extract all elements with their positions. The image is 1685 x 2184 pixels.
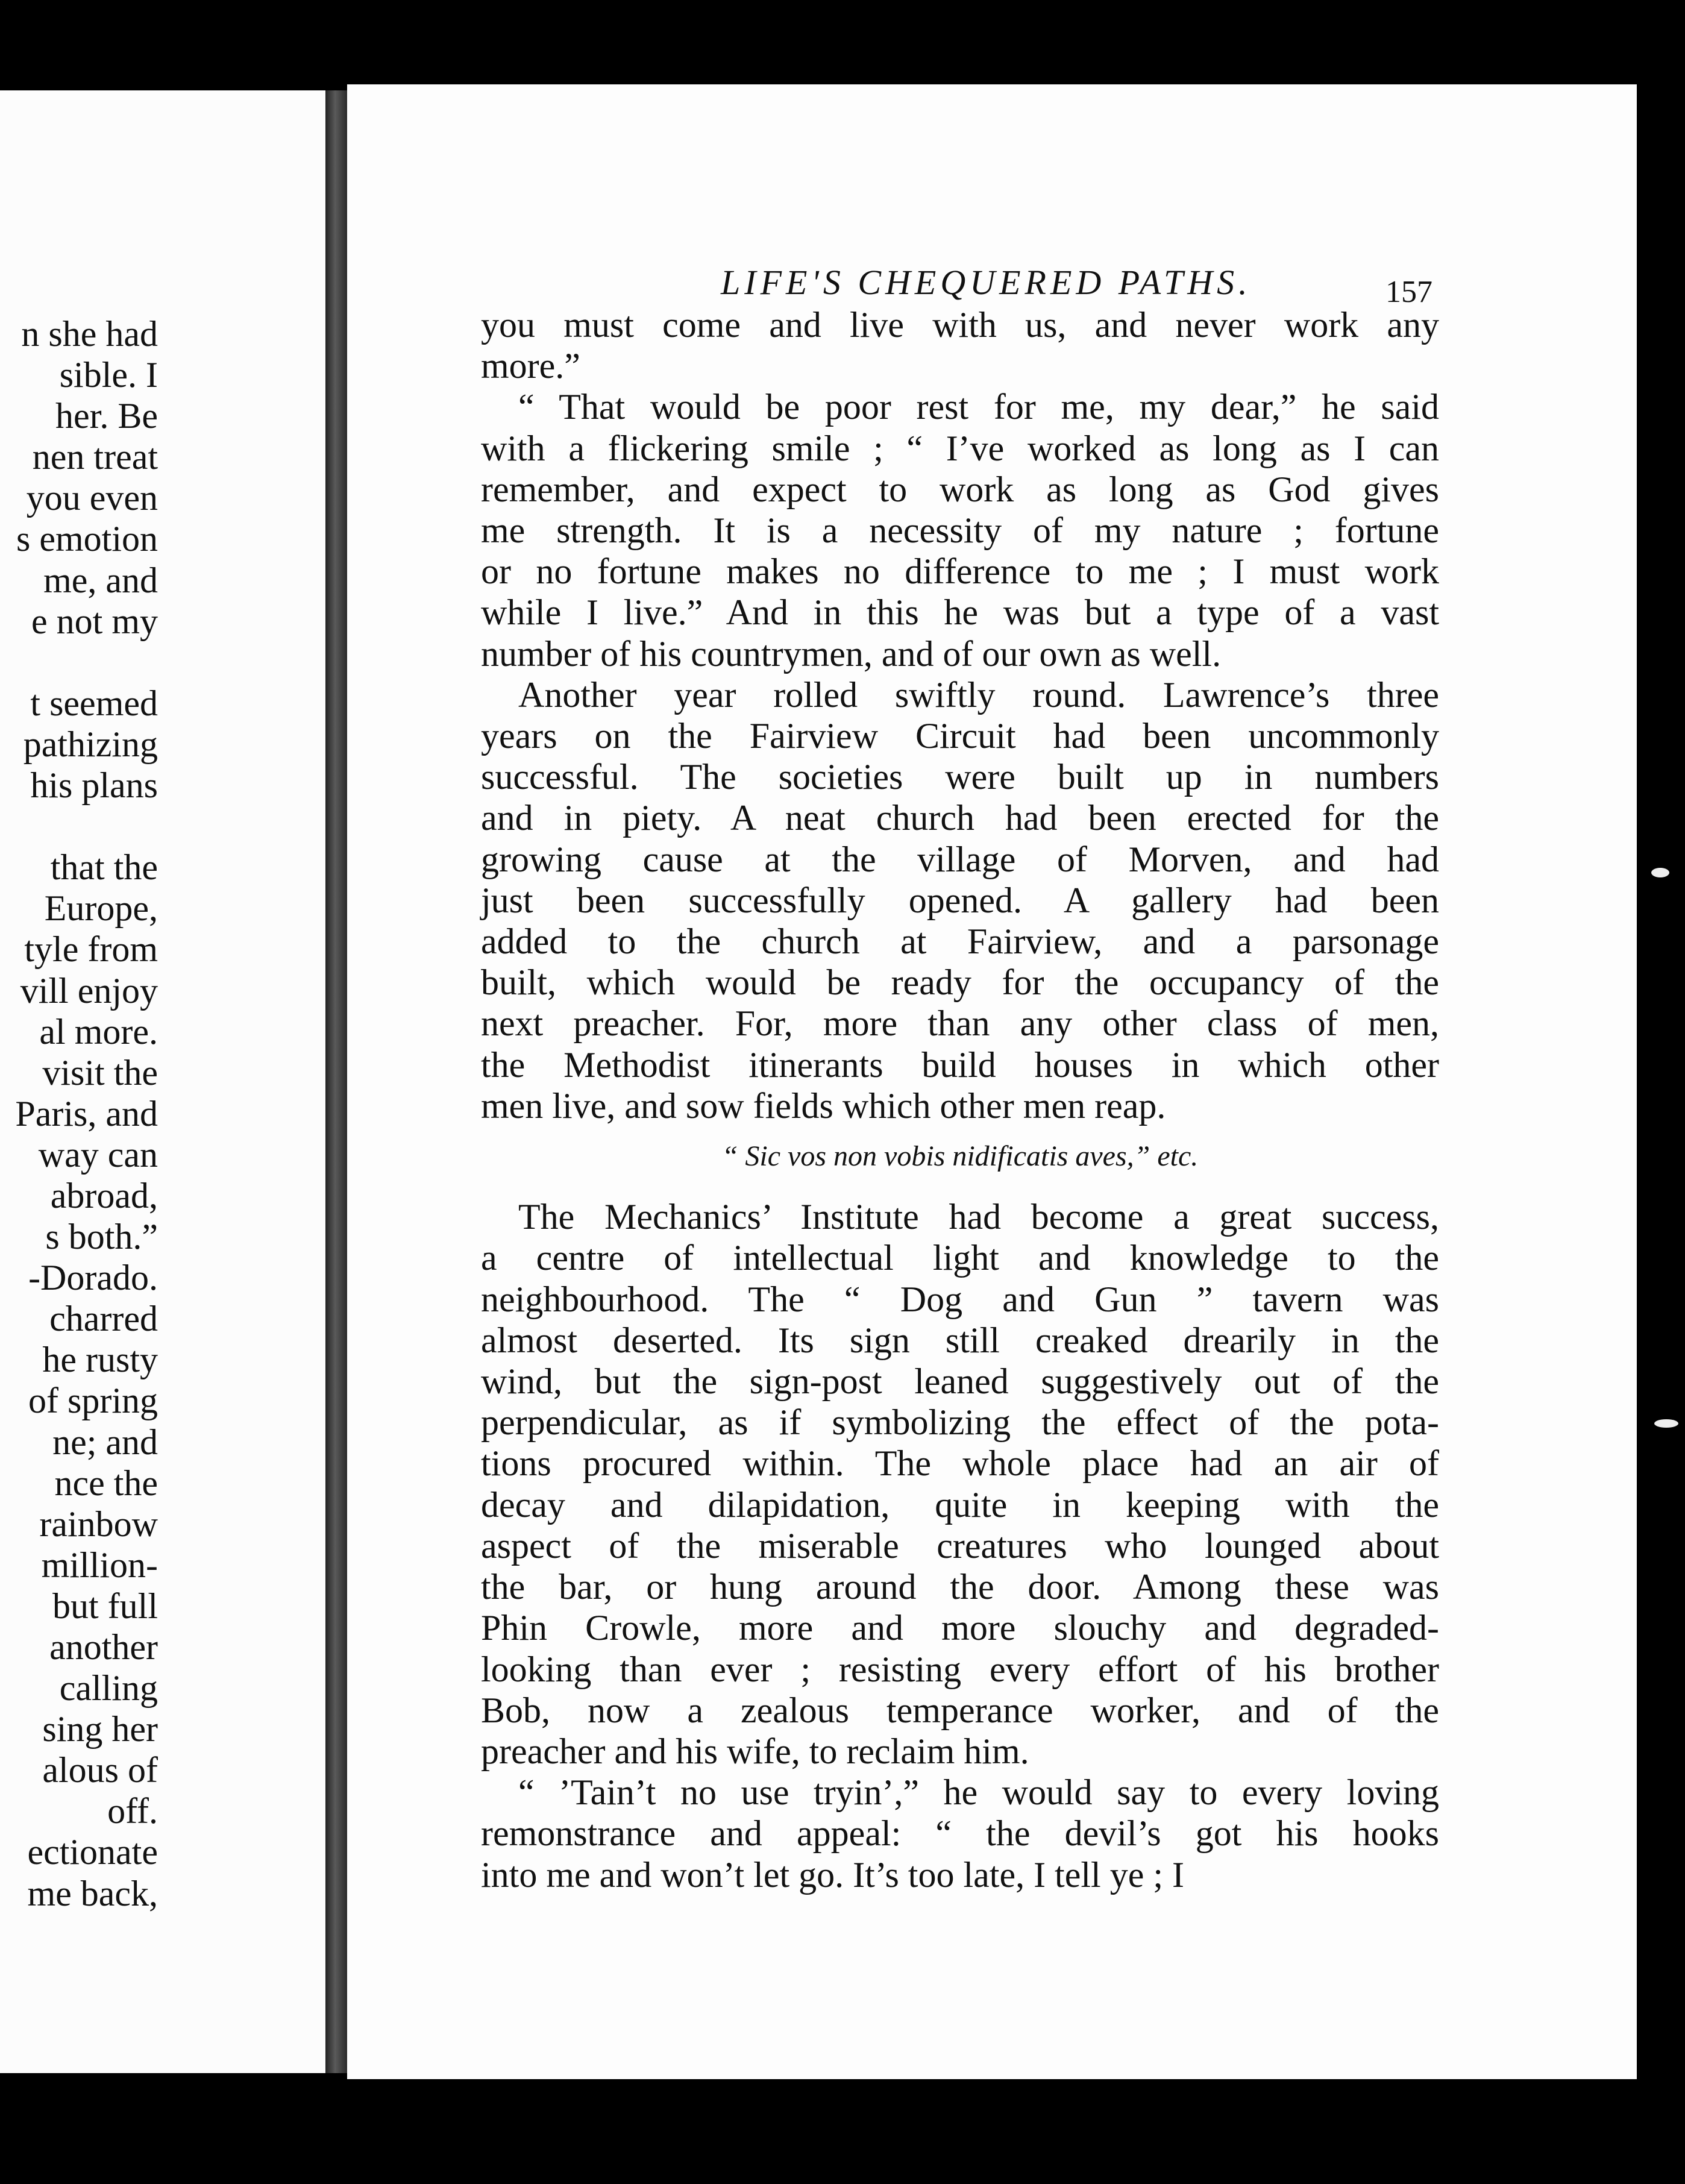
left-page-text-fragments — [0, 313, 158, 1914]
left-page-line: calling — [59, 1668, 158, 1709]
left-page-line: her. Be — [55, 396, 158, 436]
left-page-line: me back, — [27, 1873, 158, 1913]
epigraph: “ Sic vos non vobis nidificatis aves,” etc. — [721, 1140, 1199, 1173]
left-page-line: he rusty — [42, 1340, 158, 1380]
left-page-line: another — [49, 1627, 158, 1667]
text-line: decay and dilapidation, quite in keeping with the — [481, 1484, 1439, 1525]
left-page-line: off. — [107, 1791, 158, 1831]
left-page-line: tyle from — [24, 929, 158, 970]
left-page-line: vill enjoy — [20, 970, 158, 1011]
left-page-line — [0, 806, 158, 847]
paragraph — [481, 386, 1439, 674]
text-line: built, which would be ready for the occupancy of the — [481, 962, 1439, 1003]
text-line: remonstrance and appeal: “ the devil’s got his hooks — [481, 1813, 1439, 1854]
left-page-line: ne; and — [52, 1422, 158, 1462]
text-line: the bar, or hung around the door. Among these was — [481, 1567, 1439, 1607]
page-number: 157 — [1385, 275, 1432, 309]
left-page-line: n she had — [21, 314, 158, 354]
left-page-line: ectionate — [27, 1832, 158, 1872]
text-line: more.” — [481, 346, 580, 386]
left-page-line: nce the — [54, 1463, 158, 1503]
left-page-line: but full — [52, 1586, 158, 1626]
left-page-line: al more. — [39, 1011, 158, 1052]
left-page-line: charred — [49, 1299, 158, 1339]
text-line: the Methodist itinerants build houses in which other — [481, 1044, 1439, 1085]
paragraph — [481, 1772, 1439, 1895]
text-line: years on the Fairview Circuit had been uncommonly — [481, 716, 1439, 756]
text-line: added to the church at Fairview, and a parsonage — [481, 921, 1439, 962]
paragraph — [481, 304, 1439, 386]
text-line: successful. The societies were built up in numbers — [481, 757, 1439, 797]
left-page-line: rainbow — [39, 1504, 158, 1544]
left-page — [0, 90, 325, 2073]
paragraph — [481, 674, 1439, 1126]
text-line: me strength. It is a necessity of my nature ; fortune — [481, 510, 1439, 551]
text-line: perpendicular, as if symbolizing the effect of the pota- — [481, 1402, 1439, 1443]
text-line: number of his countrymen, and of our own as well. — [481, 633, 1222, 674]
text-line: growing cause at the village of Morven, and had — [481, 839, 1439, 879]
text-line: “ That would be poor rest for me, my dear,” he said — [518, 387, 1439, 427]
text-line: neighbourhood. The “ Dog and Gun ” tavern was — [481, 1279, 1439, 1319]
left-page-line — [0, 642, 158, 683]
left-page-line: his plans — [30, 765, 158, 806]
text-line: and in piety. A neat church had been erected for the — [481, 798, 1439, 838]
right-page — [347, 84, 1637, 2079]
left-page-line: of spring — [28, 1381, 158, 1421]
text-line: aspect of the miserable creatures who lounged about — [481, 1525, 1439, 1566]
left-page-line: -Dorado. — [28, 1258, 158, 1298]
left-page-line: way can — [38, 1134, 158, 1175]
text-line: men live, and sow fields which other men reap. — [481, 1085, 1166, 1126]
text-line: into me and won’t let go. It’s too late, I tell ye ; I — [481, 1854, 1184, 1895]
left-page-line: s emotion — [16, 519, 158, 559]
left-page-line: sing her — [42, 1709, 158, 1749]
left-page-line: million- — [41, 1545, 158, 1585]
left-page-line: Paris, and — [15, 1093, 158, 1134]
left-page-line: abroad, — [50, 1175, 158, 1216]
text-line: The Mechanics’ Institute had become a great success, — [518, 1197, 1439, 1237]
left-page-line: visit the — [42, 1052, 158, 1093]
text-line: Phin Crowle, more and more slouchy and degraded- — [481, 1608, 1439, 1648]
text-line: next preacher. For, more than any other class of men, — [481, 1003, 1439, 1044]
text-line: you must come and live with us, and never work any — [481, 305, 1439, 345]
text-line: preacher and his wife, to reclaim him. — [481, 1731, 1029, 1771]
text-line: Another year rolled swiftly round. Lawrence’s three — [518, 674, 1439, 715]
left-page-line: pathizing — [23, 724, 158, 764]
left-page-line: alous of — [42, 1750, 158, 1790]
text-line: just been successfully opened. A gallery had been — [481, 880, 1439, 920]
left-page-line: me, and — [43, 560, 158, 600]
running-title: LIFE'S CHEQUERED PATHS. — [721, 263, 1252, 302]
left-page-line: Europe, — [44, 888, 158, 929]
text-line: with a flickering smile ; “ I’ve worked as long as I can — [481, 428, 1439, 468]
text-line: Bob, now a zealous temperance worker, and of the — [481, 1690, 1439, 1730]
text-line: or no fortune makes no difference to me ; I must work — [481, 551, 1439, 592]
left-page-line: you even — [26, 478, 158, 518]
text-line: wind, but the sign-post leaned suggestively out of the — [481, 1361, 1439, 1402]
left-page-line: nen treat — [32, 437, 158, 477]
text-line: almost deserted. Its sign still creaked drearily in the — [481, 1320, 1439, 1360]
left-page-line: that the — [50, 847, 158, 888]
text-line: “ ’Tain’t no use tryin’,” he would say to every loving — [518, 1772, 1439, 1813]
scan-speck — [1654, 1419, 1678, 1428]
left-page-line: s both.” — [45, 1217, 158, 1257]
left-page-line: e not my — [31, 601, 158, 641]
scan-speck — [1651, 868, 1669, 877]
left-page-line: sible. I — [59, 355, 158, 395]
text-line: while I live.” And in this he was but a type of a vast — [481, 592, 1439, 633]
text-line: looking than ever ; resisting every effort of his brother — [481, 1649, 1439, 1689]
left-page-line: t seemed — [30, 683, 158, 723]
body-text — [481, 304, 1439, 1895]
text-line: remember, and expect to work as long as God gives — [481, 469, 1439, 509]
paragraph — [481, 1196, 1439, 1772]
text-line: tions procured within. The whole place had an air of — [481, 1443, 1439, 1484]
book-gutter — [325, 90, 347, 2073]
text-line: a centre of intellectual light and knowledge to the — [481, 1238, 1439, 1278]
